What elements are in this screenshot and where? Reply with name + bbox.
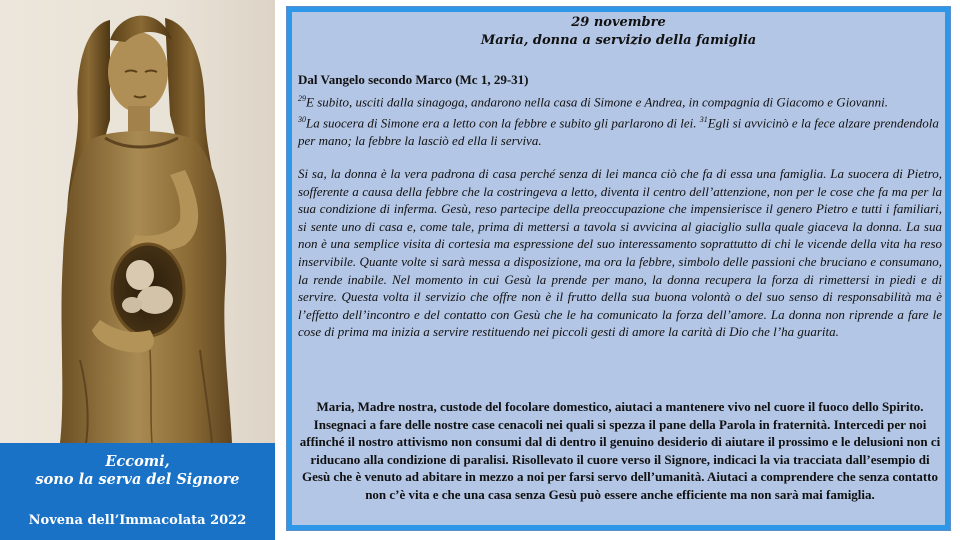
verse-text: La suocera di Simone era a letto con la febbre e subito gli parlarono di lei. [306, 115, 697, 131]
caption-line-novena: Novena dell’Immacolata 2022 [28, 513, 247, 528]
caption-line-eccomi: Eccomi, [105, 453, 170, 470]
gospel-reference: Dal Vangelo secondo Marco (Mc 1, 29-31) [298, 72, 529, 87]
verse-number: 29 [298, 94, 306, 103]
madonna-statue-illustration [0, 0, 275, 443]
reading-panel [287, 7, 950, 530]
verse-number: 31 [699, 114, 708, 124]
reflection-paragraph: Si sa, la donna è la vera padrona di casa perché senza di lei manca ciò che fa di essa una famiglia. La suocera di Pietro, sofferente a causa della febbre che la costringeva a letto, diventa il centro dell’attenzione, non per le cose che fa ma per la sua condizione di inferma. Gesù, reso partecipe della preoccupazione che impensierisce il genero Pietro e tutti i familiari, si sente uno di casa e, come tale, prima di mettersi a tavola si avvicina al giaciglio sulla quale giaceva la donna. La sua non è una semplice visita di cortesia ma espressione del suo interessamento soprattutto di chi le vicende della vita ha reso inservibile. Quante volte si sarà messa a disposizione, ma ora la febbre, simbolo delle passioni che bruciano e consumano, la rende inabile. Nel momento in cui Gesù la prende per mano, la donna recupera la forza di rimettersi in piedi e di servire. Questa volta il servizio che offre non è il frutto della sua buona volontà o del suo senso di responsabilità ma è l’effetto dell’incontro e del contatto con Gesù che le ha comunicato la forza dell’amore. La donna non riprende a fare le cose di prima ma inizia a servire restituendo nei piccoli gesti di amore la carità di Dio che l’ha guarita. [298, 166, 942, 340]
page-title: Maria, donna a servizio della famiglia [480, 33, 757, 48]
verse-text: Egli si avvicinò e la fece alzare prendendola per mano; la febbre la lasciò ed ella li serviva. [298, 115, 939, 148]
statue-image [0, 0, 275, 443]
gospel-verses [298, 90, 942, 149]
caption-line-serva: sono la serva del Signore [35, 471, 240, 488]
novena-caption [0, 443, 275, 540]
verse-text: E subito, usciti dalla sinagoga, andarono nella casa di Simone e Andrea, in compagnia di Giacomo e Giovanni. [306, 94, 888, 110]
verse-number: 30 [298, 114, 306, 124]
page-date: 29 novembre [571, 15, 666, 30]
prayer-paragraph: Maria, Madre nostra, custode del focolare domestico, aiutaci a mantenere vivo nel cuore il fuoco dello Spirito. Insegnaci a fare delle nostre case cenacoli nei quali si spezza il pane della Parola in fraternità. Intercedi per noi affinché il nostro attivismo non consumi dal di dentro il genuino desiderio di aiutare il prossimo e le delusioni non ci riducano alla condizione di paralisi. Risollevato il cuore verso il Signore, indicaci la via tracciata dall’esempio di Gesù che è venuto ad abitare in mezzo a noi per farsi servo dell’umanità. Aiutaci a comprendere che senza contatto non c’è vita e che una casa senza Gesù può essere anche efficiente ma non sarà mai famiglia. [299, 399, 941, 502]
